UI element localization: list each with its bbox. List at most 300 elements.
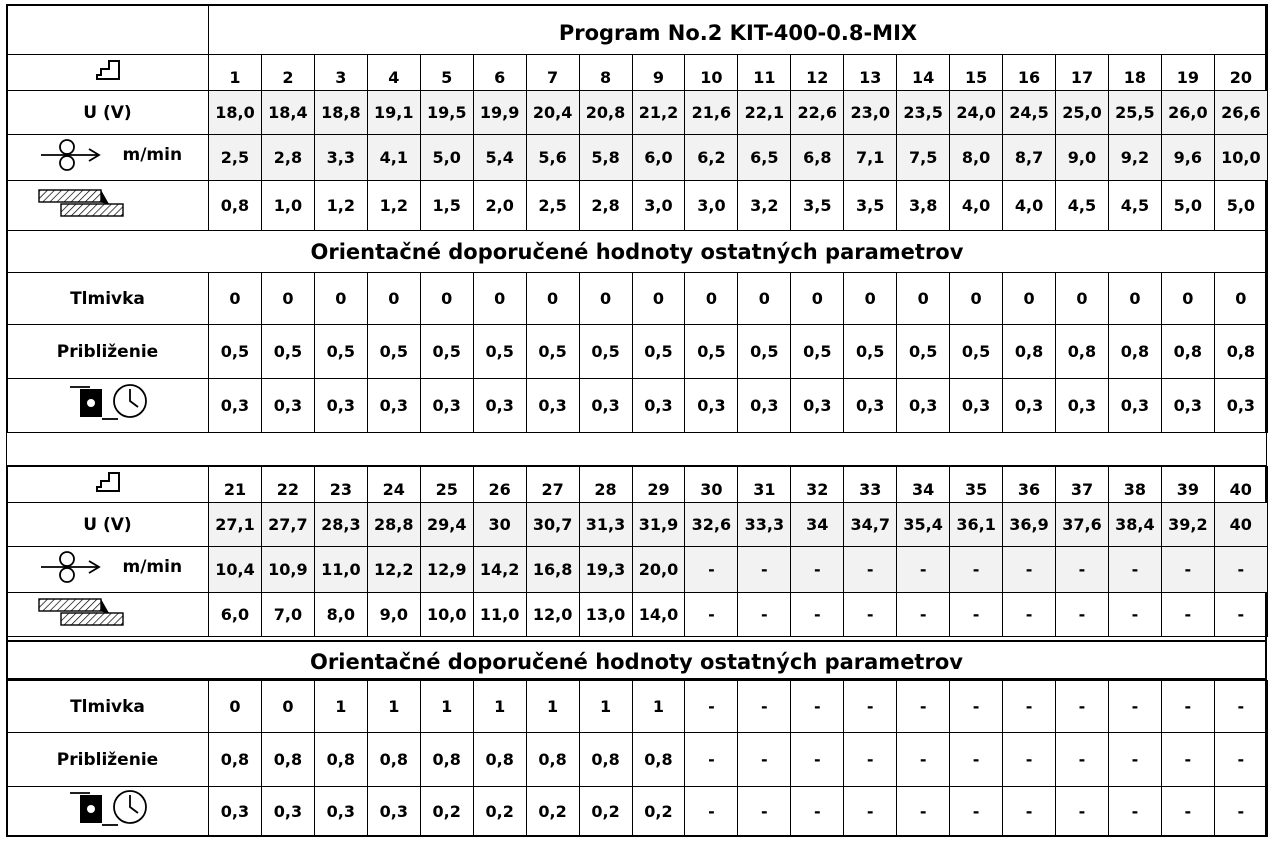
thickness-value: 11,0 [473, 593, 526, 637]
thickness-value: 1,0 [261, 181, 314, 231]
step-number: 20 [1214, 55, 1267, 91]
choke-value: 0 [209, 273, 262, 325]
choke-value: - [738, 681, 791, 733]
recommended-values-heading: Orientačné doporučené hodnoty ostatných parametrov [7, 231, 1268, 273]
approach-value: 0,8 [1161, 325, 1214, 379]
voltage-value: 19,1 [367, 91, 420, 135]
thickness-value: 7,0 [261, 593, 314, 637]
wire-speed-value: 20,0 [632, 547, 685, 593]
timer-value: - [1108, 787, 1161, 837]
title-row [7, 5, 1268, 55]
voltage-value: 26,6 [1214, 91, 1267, 135]
voltage-value: 25,5 [1108, 91, 1161, 135]
voltage-value: 22,1 [738, 91, 791, 135]
choke-value: 0 [420, 273, 473, 325]
wire-speed-value: 5,8 [579, 135, 632, 181]
choke-value: - [1214, 681, 1267, 733]
approach-label: Približenie [7, 733, 209, 787]
choke-value: 1 [526, 681, 579, 733]
thickness-value: 3,5 [791, 181, 844, 231]
choke-value: - [844, 681, 897, 733]
choke-value: - [950, 681, 1003, 733]
approach-row [7, 325, 1268, 379]
step-number: 14 [897, 55, 950, 91]
wire-feed-icon [39, 138, 105, 172]
step-number: 15 [950, 55, 1003, 91]
approach-value: - [897, 733, 950, 787]
choke-value: 0 [1056, 273, 1109, 325]
step-number: 30 [685, 467, 738, 503]
approach-value: 0,5 [579, 325, 632, 379]
approach-value: 0,8 [261, 733, 314, 787]
choke-value: - [791, 681, 844, 733]
approach-value: 0,5 [526, 325, 579, 379]
thickness-row [7, 181, 1268, 231]
voltage-value: 27,1 [209, 503, 262, 547]
wire-speed-label [7, 135, 209, 181]
approach-value: 0,8 [314, 733, 367, 787]
choke-value: 0 [526, 273, 579, 325]
wire-speed-value: 2,8 [261, 135, 314, 181]
step-number: 13 [844, 55, 897, 91]
voltage-value: 22,6 [791, 91, 844, 135]
thickness-value: 3,5 [844, 181, 897, 231]
step-number: 33 [844, 467, 897, 503]
timer-value: 0,3 [526, 379, 579, 433]
wire-speed-unit: m/min [122, 557, 183, 577]
choke-value: 0 [1214, 273, 1267, 325]
timer-value: 0,3 [261, 787, 314, 837]
timer-value: 0,3 [367, 787, 420, 837]
timer-value: 0,3 [209, 787, 262, 837]
approach-value: 0,8 [1108, 325, 1161, 379]
step-row [7, 55, 1268, 91]
choke-value: - [1108, 681, 1161, 733]
wire-speed-value: 5,4 [473, 135, 526, 181]
choke-value: - [1161, 681, 1214, 733]
step-number: 10 [685, 55, 738, 91]
timer-value: 0,3 [314, 787, 367, 837]
voltage-value: 18,0 [209, 91, 262, 135]
step-icon [7, 55, 209, 91]
choke-value: - [1003, 681, 1056, 733]
voltage-value: 31,9 [632, 503, 685, 547]
choke-value: 0 [1108, 273, 1161, 325]
thickness-value: 5,0 [1161, 181, 1214, 231]
timer-value: - [1056, 787, 1109, 837]
timer-value: 0,3 [1214, 379, 1267, 433]
voltage-value: 24,5 [1003, 91, 1056, 135]
approach-value: 0,5 [738, 325, 791, 379]
voltage-value: 19,5 [420, 91, 473, 135]
voltage-value: 28,3 [314, 503, 367, 547]
choke-value: 0 [632, 273, 685, 325]
choke-value: 0 [314, 273, 367, 325]
choke-value: 1 [473, 681, 526, 733]
timer-value: - [685, 787, 738, 837]
timer-value: 0,3 [738, 379, 791, 433]
thickness-value: 6,0 [209, 593, 262, 637]
approach-value: 0,5 [632, 325, 685, 379]
wire-speed-value: - [897, 547, 950, 593]
voltage-value: 34 [791, 503, 844, 547]
timer-value: 0,3 [209, 379, 262, 433]
approach-value: 0,8 [367, 733, 420, 787]
voltage-value: 39,2 [1161, 503, 1214, 547]
voltage-value: 37,6 [1056, 503, 1109, 547]
thickness-value: 4,5 [1056, 181, 1109, 231]
voltage-value: 19,9 [473, 91, 526, 135]
voltage-value: 31,3 [579, 503, 632, 547]
section-divider [6, 432, 1267, 466]
timer-value: - [1161, 787, 1214, 837]
approach-value: 0,5 [420, 325, 473, 379]
voltage-value: 36,1 [950, 503, 1003, 547]
timer-value: 0,3 [791, 379, 844, 433]
voltage-value: 24,0 [950, 91, 1003, 135]
wire-speed-value: - [1214, 547, 1267, 593]
material-thickness-icon [7, 593, 209, 637]
choke-label: Tlmivka [7, 273, 209, 325]
timer-value: 0,3 [314, 379, 367, 433]
approach-value: - [1214, 733, 1267, 787]
choke-row [7, 681, 1268, 733]
step-number: 34 [897, 467, 950, 503]
step-number: 19 [1161, 55, 1214, 91]
thickness-value: 3,0 [632, 181, 685, 231]
step-number: 32 [791, 467, 844, 503]
voltage-value: 20,4 [526, 91, 579, 135]
choke-value: 1 [632, 681, 685, 733]
voltage-value: 34,7 [844, 503, 897, 547]
approach-value: - [1056, 733, 1109, 787]
subtitle-row [7, 231, 1268, 273]
approach-value: - [1161, 733, 1214, 787]
wire-speed-value: - [685, 547, 738, 593]
timer-value: - [1214, 787, 1267, 837]
timer-value: - [1003, 787, 1056, 837]
wire-speed-value: 7,1 [844, 135, 897, 181]
step-number: 11 [738, 55, 791, 91]
step-number: 28 [579, 467, 632, 503]
thickness-value: - [950, 593, 1003, 637]
approach-value: 0,5 [314, 325, 367, 379]
thickness-value: 3,0 [685, 181, 738, 231]
thickness-row [7, 593, 1268, 637]
thickness-value: 14,0 [632, 593, 685, 637]
choke-value: 1 [420, 681, 473, 733]
step-number: 23 [314, 467, 367, 503]
voltage-label: U (V) [7, 503, 209, 547]
thickness-value: 5,0 [1214, 181, 1267, 231]
step-number: 29 [632, 467, 685, 503]
step-number: 40 [1214, 467, 1267, 503]
post-gas-timer-icon [7, 787, 209, 837]
timer-value: 0,3 [685, 379, 738, 433]
approach-value: 0,5 [367, 325, 420, 379]
step-number: 4 [367, 55, 420, 91]
approach-value: 0,8 [1003, 325, 1056, 379]
choke-value: - [1056, 681, 1109, 733]
thickness-value: - [1056, 593, 1109, 637]
wire-speed-label [7, 547, 209, 593]
voltage-value: 33,3 [738, 503, 791, 547]
timer-value: - [738, 787, 791, 837]
timer-value: 0,3 [950, 379, 1003, 433]
timer-row [7, 787, 1268, 837]
choke-value: 0 [844, 273, 897, 325]
timer-value: 0,2 [526, 787, 579, 837]
approach-value: 0,5 [950, 325, 1003, 379]
timer-value: 0,3 [1108, 379, 1161, 433]
program-title: Program No.2 KIT-400-0.8-MIX [209, 5, 1268, 55]
thickness-value: 13,0 [579, 593, 632, 637]
choke-value: 1 [367, 681, 420, 733]
choke-row [7, 273, 1268, 325]
wire-speed-value: 10,4 [209, 547, 262, 593]
thickness-value: - [1108, 593, 1161, 637]
choke-value: 0 [209, 681, 262, 733]
step-number: 31 [738, 467, 791, 503]
approach-value: 0,8 [473, 733, 526, 787]
timer-value: 0,3 [579, 379, 632, 433]
thickness-value: 4,0 [950, 181, 1003, 231]
choke-value: - [685, 681, 738, 733]
wire-speed-value: 6,0 [632, 135, 685, 181]
wire-speed-value: - [1003, 547, 1056, 593]
timer-value: 0,2 [579, 787, 632, 837]
step-number: 5 [420, 55, 473, 91]
step-number: 18 [1108, 55, 1161, 91]
approach-value: 0,5 [844, 325, 897, 379]
wire-speed-unit: m/min [122, 145, 183, 165]
timer-value: - [950, 787, 1003, 837]
timer-value: 0,2 [632, 787, 685, 837]
timer-value: 0,3 [420, 379, 473, 433]
voltage-value: 18,4 [261, 91, 314, 135]
thickness-value: 4,5 [1108, 181, 1161, 231]
wire-speed-value: 2,5 [209, 135, 262, 181]
approach-value: 0,8 [579, 733, 632, 787]
approach-value: - [1003, 733, 1056, 787]
wire-speed-value: 6,5 [738, 135, 791, 181]
choke-value: 0 [685, 273, 738, 325]
thickness-value: - [1161, 593, 1214, 637]
wire-speed-value: 9,6 [1161, 135, 1214, 181]
voltage-value: 32,6 [685, 503, 738, 547]
choke-value: 0 [1003, 273, 1056, 325]
voltage-value: 21,6 [685, 91, 738, 135]
timer-value: 0,2 [420, 787, 473, 837]
wire-speed-value: 5,6 [526, 135, 579, 181]
approach-row [7, 733, 1268, 787]
approach-value: 0,8 [632, 733, 685, 787]
wire-speed-value: 9,0 [1056, 135, 1109, 181]
thickness-value: - [791, 593, 844, 637]
approach-value: - [791, 733, 844, 787]
thickness-value: - [1214, 593, 1267, 637]
wire-speed-value: 11,0 [314, 547, 367, 593]
wire-speed-value: 3,3 [314, 135, 367, 181]
voltage-value: 20,8 [579, 91, 632, 135]
voltage-value: 38,4 [1108, 503, 1161, 547]
approach-value: 0,8 [526, 733, 579, 787]
choke-value: 0 [473, 273, 526, 325]
step-number: 21 [209, 467, 262, 503]
step-number: 38 [1108, 467, 1161, 503]
timer-value: - [844, 787, 897, 837]
voltage-value: 27,7 [261, 503, 314, 547]
choke-value: 0 [1161, 273, 1214, 325]
program-table-3 [6, 680, 1268, 837]
post-gas-timer-icon [7, 379, 209, 433]
voltage-value: 25,0 [1056, 91, 1109, 135]
wire-feed-icon [39, 550, 105, 584]
step-number: 3 [314, 55, 367, 91]
step-number: 39 [1161, 467, 1214, 503]
wire-speed-row [7, 547, 1268, 593]
wire-speed-value: 7,5 [897, 135, 950, 181]
wire-speed-value: 12,9 [420, 547, 473, 593]
voltage-value: 36,9 [1003, 503, 1056, 547]
wire-speed-value: - [950, 547, 1003, 593]
wire-speed-value: - [738, 547, 791, 593]
program-table-1 [6, 4, 1268, 433]
thickness-value: 10,0 [420, 593, 473, 637]
approach-value: - [685, 733, 738, 787]
thickness-value: 3,2 [738, 181, 791, 231]
choke-value: - [897, 681, 950, 733]
step-number: 8 [579, 55, 632, 91]
step-number: 35 [950, 467, 1003, 503]
thickness-value: 2,5 [526, 181, 579, 231]
timer-value: 0,3 [1003, 379, 1056, 433]
approach-value: 0,8 [420, 733, 473, 787]
step-number: 2 [261, 55, 314, 91]
wire-speed-value: 8,0 [950, 135, 1003, 181]
wire-speed-value: 6,2 [685, 135, 738, 181]
choke-value: 0 [367, 273, 420, 325]
choke-value: 1 [579, 681, 632, 733]
voltage-row [7, 503, 1268, 547]
timer-value: 0,2 [473, 787, 526, 837]
timer-value: 0,3 [897, 379, 950, 433]
wire-speed-value: 12,2 [367, 547, 420, 593]
voltage-value: 30,7 [526, 503, 579, 547]
timer-value: 0,3 [632, 379, 685, 433]
approach-value: - [738, 733, 791, 787]
thickness-value: 12,0 [526, 593, 579, 637]
wire-speed-value: 9,2 [1108, 135, 1161, 181]
approach-value: 0,8 [1056, 325, 1109, 379]
step-icon [7, 467, 209, 503]
approach-value: - [844, 733, 897, 787]
timer-value: - [791, 787, 844, 837]
voltage-value: 29,4 [420, 503, 473, 547]
voltage-value: 18,8 [314, 91, 367, 135]
thickness-value: 2,0 [473, 181, 526, 231]
step-number: 6 [473, 55, 526, 91]
step-number: 25 [420, 467, 473, 503]
wire-speed-value: 10,9 [261, 547, 314, 593]
step-number: 12 [791, 55, 844, 91]
step-number: 27 [526, 467, 579, 503]
recommended-values-heading: Orientačné doporučené hodnoty ostatných parametrov [6, 640, 1267, 680]
thickness-value: 1,2 [314, 181, 367, 231]
voltage-value: 40 [1214, 503, 1267, 547]
thickness-value: - [738, 593, 791, 637]
step-number: 37 [1056, 467, 1109, 503]
thickness-value: 8,0 [314, 593, 367, 637]
thickness-value: 4,0 [1003, 181, 1056, 231]
choke-value: 0 [261, 681, 314, 733]
approach-value: - [1108, 733, 1161, 787]
timer-row [7, 379, 1268, 433]
voltage-value: 28,8 [367, 503, 420, 547]
wire-speed-value: - [1108, 547, 1161, 593]
voltage-value: 23,0 [844, 91, 897, 135]
thickness-value: - [844, 593, 897, 637]
step-row [7, 467, 1268, 503]
timer-value: 0,3 [1056, 379, 1109, 433]
approach-value: 0,5 [209, 325, 262, 379]
wire-speed-value: - [1161, 547, 1214, 593]
approach-label: Približenie [7, 325, 209, 379]
wire-speed-value: 5,0 [420, 135, 473, 181]
choke-value: 0 [579, 273, 632, 325]
wire-speed-row [7, 135, 1268, 181]
step-number: 9 [632, 55, 685, 91]
timer-value: 0,3 [367, 379, 420, 433]
thickness-value: 0,8 [209, 181, 262, 231]
timer-value: 0,3 [261, 379, 314, 433]
choke-value: 1 [314, 681, 367, 733]
approach-value: - [950, 733, 1003, 787]
wire-speed-value: - [791, 547, 844, 593]
step-number: 1 [209, 55, 262, 91]
wire-speed-value: - [844, 547, 897, 593]
voltage-value: 23,5 [897, 91, 950, 135]
thickness-value: 3,8 [897, 181, 950, 231]
approach-value: 0,8 [1214, 325, 1267, 379]
voltage-value: 30 [473, 503, 526, 547]
voltage-row [7, 91, 1268, 135]
timer-value: 0,3 [473, 379, 526, 433]
voltage-value: 26,0 [1161, 91, 1214, 135]
thickness-value: - [897, 593, 950, 637]
wire-speed-value: 4,1 [367, 135, 420, 181]
timer-value: 0,3 [844, 379, 897, 433]
wire-speed-value: 16,8 [526, 547, 579, 593]
thickness-value: 1,2 [367, 181, 420, 231]
choke-value: 0 [950, 273, 1003, 325]
thickness-value: 1,5 [420, 181, 473, 231]
voltage-value: 35,4 [897, 503, 950, 547]
wire-speed-value: 14,2 [473, 547, 526, 593]
approach-value: 0,5 [685, 325, 738, 379]
approach-value: 0,5 [791, 325, 844, 379]
wire-speed-value: 6,8 [791, 135, 844, 181]
thickness-value: 9,0 [367, 593, 420, 637]
wire-speed-value: 8,7 [1003, 135, 1056, 181]
step-number: 26 [473, 467, 526, 503]
timer-value: - [897, 787, 950, 837]
choke-value: 0 [897, 273, 950, 325]
approach-value: 0,5 [897, 325, 950, 379]
step-number: 22 [261, 467, 314, 503]
material-thickness-icon [7, 181, 209, 231]
choke-label: Tlmivka [7, 681, 209, 733]
